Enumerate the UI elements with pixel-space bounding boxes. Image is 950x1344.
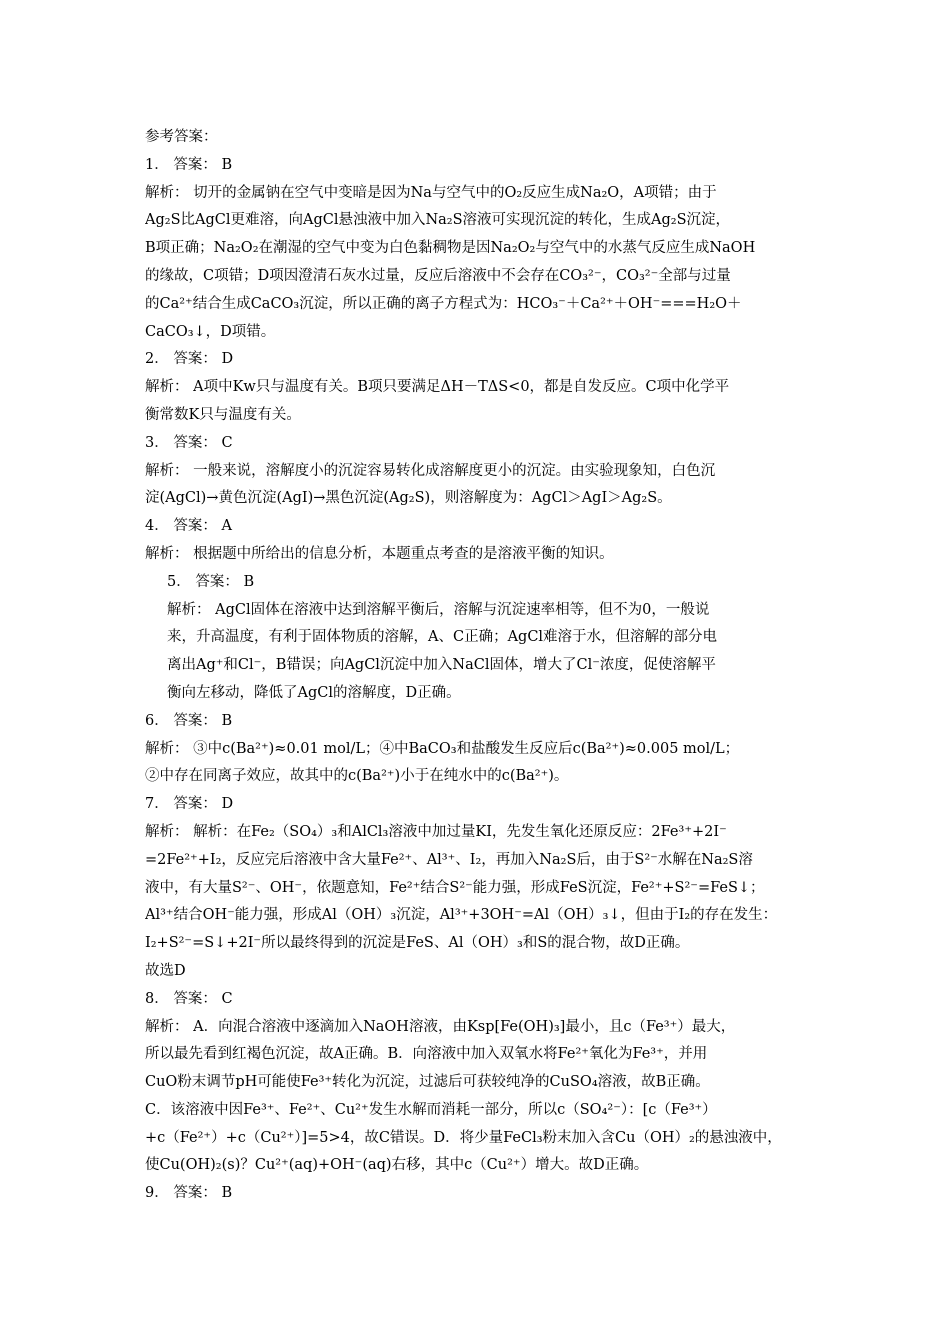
text-line: 解析： 切开的金属钠在空气中变暗是因为Na与空气中的O₂反应生成Na₂O，A项错；由于 [145, 184, 717, 201]
text-line: 使Cu(OH)₂(s)？Cu²⁺(aq)+OH⁻(aq)右移，其中c（Cu²⁺）增大。故D正确。 [145, 1157, 649, 1174]
text-line: 1． 答案： B [145, 156, 233, 173]
text-line: 解析： 根据题中所给出的信息分析，本题重点考查的是溶液平衡的知识。 [145, 545, 614, 562]
text-line: 3． 答案： C [145, 434, 233, 451]
text-line: 来，升高温度，有利于固体物质的溶解，A、C正确；AgCl难溶于水，但溶解的部分电 [167, 629, 718, 646]
text-line: Ag₂S比AgCl更难溶，向AgCl悬浊液中加入Na₂S溶液可实现沉淀的转化，生成Ag₂S沉淀， [145, 212, 731, 229]
text-line: 9． 答案： B [145, 1185, 233, 1202]
text-line: 衡向左移动，降低了AgCl的溶解度，D正确。 [167, 684, 461, 701]
text-line: 所以最先看到红褐色沉淀，故A正确。B．向溶液中加入双氧水将Fe²⁺氧化为Fe³⁺，并用 [145, 1046, 708, 1063]
text-line: 解析： A．向混合溶液中逐滴加入NaOH溶液，由Ksp[Fe(OH)₃]最小，且c（Fe³⁺）最大， [145, 1018, 736, 1035]
text-line: 的Ca²⁺结合生成CaCO₃沉淀，所以正确的离子方程式为：HCO₃⁻＋Ca²⁺＋OH⁻===H₂O＋ [145, 295, 742, 312]
text-line: 的缘故，C项错；D项因澄清石灰水过量，反应后溶液中不会存在CO₃²⁻，CO₃²⁻全部与过量 [145, 267, 731, 284]
text-line: ②中存在同离子效应，故其中的c(Ba²⁺)小于在纯水中的c(Ba²⁺)。 [145, 768, 569, 785]
text-line: 6． 答案： B [145, 712, 233, 729]
text-line: 离出Ag⁺和Cl⁻，B错误；向AgCl沉淀中加入NaCl固体，增大了Cl⁻浓度，促使溶解平 [167, 657, 716, 674]
text-line: Al³⁺结合OH⁻能力强，形成Al（OH）₃沉淀，Al³⁺+3OH⁻=Al（OH）₃↓，但由于I₂的存在发生： [145, 907, 778, 924]
text-line: 5． 答案： B [167, 573, 255, 590]
text-line: I₂+S²⁻=S↓+2I⁻所以最终得到的沉淀是FeS、Al（OH）₃和S的混合物，故D正确。 [145, 935, 690, 952]
text-line: =2Fe²⁺+I₂，反应完后溶液中含大量Fe²⁺、Al³⁺、I₂，再加入Na₂S后，由于S²⁻水解在Na₂S溶 [145, 851, 753, 868]
text-line: CuO粉末调节pH可能使Fe³⁺转化为沉淀，过滤后可获较纯净的CuSO₄溶液，故B正确。 [145, 1074, 710, 1091]
text-line: 解析： AgCl固体在溶液中达到溶解平衡后，溶解与沉淀速率相等，但不为0，一般说 [167, 601, 710, 618]
text-line: 淀(AgCl)→黄色沉淀(AgI)→黑色沉淀(Ag₂S)，则溶解度为：AgCl＞AgI＞Ag₂S。 [145, 490, 672, 507]
text-line: 7． 答案： D [145, 796, 234, 813]
text-line: B项正确；Na₂O₂在潮湿的空气中变为白色黏稠物是因Na₂O₂与空气中的水蒸气反应生成NaOH [145, 240, 756, 257]
text-line: 解析： A项中Kw只与温度有关。B项只要满足ΔH－TΔS<0，都是自发反应。C项中化学平 [145, 379, 730, 396]
answer-content [145, 124, 810, 1208]
text-line: CaCO₃↓，D项错。 [145, 323, 276, 340]
text-line: 解析： 一般来说，溶解度小的沉淀容易转化成溶解度更小的沉淀。由实验现象知，白色沉 [145, 462, 716, 479]
answer-lines [145, 152, 810, 1208]
text-line: C．该溶液中因Fe³⁺、Fe²⁺、Cu²⁺发生水解而消耗一部分，所以c（SO₄²⁻）：[c（Fe³⁺） [145, 1101, 717, 1118]
text-line: 解析： 解析：在Fe₂（SO₄）₃和AlCl₃溶液中加过量KI，先发生氧化还原反应：2Fe³⁺+2I⁻ [145, 823, 727, 840]
text-line: +c（Fe²⁺）+c（Cu²⁺）]=5>4，故C错误。D．将少量FeCl₃粉末加入含Cu（OH）₂的悬浊液中， [145, 1129, 782, 1146]
text-line: 4． 答案： A [145, 518, 232, 535]
text-line: 液中，有大量S²⁻、OH⁻，依题意知，Fe²⁺结合S²⁻能力强，形成FeS沉淀，Fe²⁺+S²⁻=FeS↓； [145, 879, 765, 896]
text-line: 8． 答案： C [145, 990, 233, 1007]
text-line: 衡常数K只与温度有关。 [145, 406, 301, 423]
text-line: 2． 答案： D [145, 351, 234, 368]
text-line: 解析： ③中c(Ba²⁺)≈0.01 mol/L；④中BaCO₃和盐酸发生反应后c(Ba²⁺)≈0.005 mol/L； [145, 740, 740, 757]
text-line: 故选D [145, 962, 186, 979]
page-heading: 参考答案： [145, 129, 218, 145]
